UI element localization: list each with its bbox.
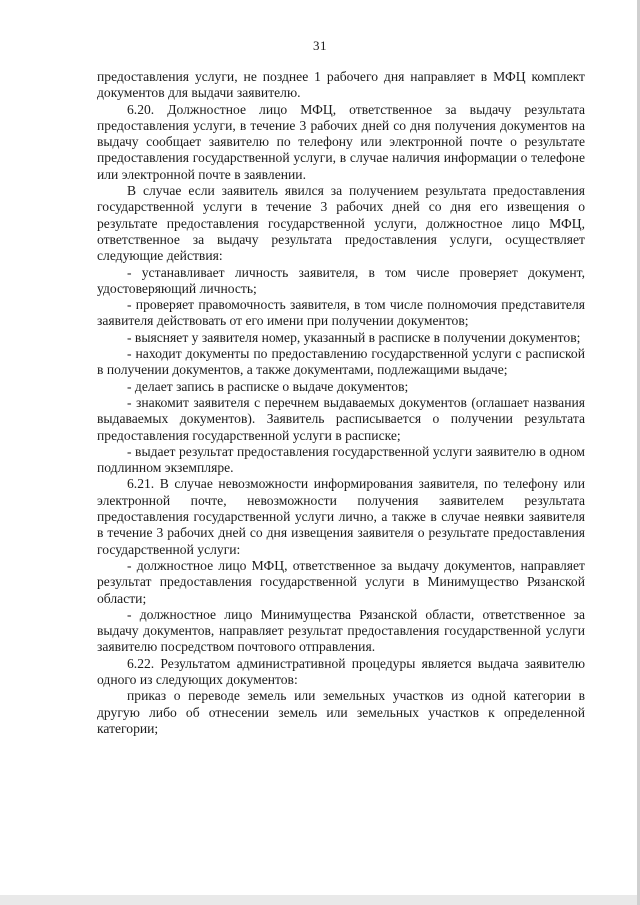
list-item: - проверяет правомочность заявителя, в том числе полномочия представителя заявителя действовать от его имени при получении документов; [97, 297, 585, 329]
list-item: - выясняет у заявителя номер, указанный в расписке в получении документов; [127, 329, 581, 345]
paragraph: В случае если заявитель явился за получением результата предоставления государственной услуги в течение 3 рабочих дней со дня его извещения о результате предоставления государственной услуги, должностное лицо МФЦ, ответственное за выдачу результата предоставления услуги, осуществляет следующие действия: [97, 183, 585, 264]
page-number: 31 [313, 38, 327, 53]
list-item: приказ о переводе земель или земельных участков из одной категории в другую либо об отнесении земель или земельных участков к определенной категории; [97, 688, 585, 736]
list-item: - делает запись в расписке о выдаче документов; [127, 378, 409, 394]
list-item: - находит документы по предоставлению государственной услуги с распиской в получении документов, а также документами, подлежащими выдаче; [97, 346, 585, 378]
list-item: - устанавливает личность заявителя, в том числе проверяет документ, удостоверяющий личность; [97, 264, 585, 296]
paragraph-6-21: 6.21. В случае невозможности информирования заявителя, по телефону или электронной почте, невозможности получения заявителем результата предоставления государственной услуги лично, а также в случае неявки заявителя в течение 3 рабочих дней со дня извещения заявителя о результате предоставления государственной услуги: [97, 476, 585, 557]
list-item: - должностное лицо МФЦ, ответственное за выдачу документов, направляет результат предоставления государственной услуги в Минимущество Рязанской области; [97, 557, 585, 606]
list-item: - знакомит заявителя с перечнем выдаваемых документов (оглашает названия выдаваемых документов). Заявитель расписывается о получении результата предоставления государственной услуги в расписке; [97, 394, 585, 443]
list-item: - выдает результат предоставления государственной услуги заявителю в одном подлинном экземпляре. [97, 443, 585, 476]
paragraph-6-20: 6.20. Должностное лицо МФЦ, ответственное за выдачу результата предоставления услуги, в течение 3 рабочих дней со дня получения документов на выдачу сообщает заявителю по телефону или электронной почте о результате предоставления государственной услуги, в случае наличия информации о телефоне или электронной почте в заявлении. [97, 101, 585, 182]
scan-edge-bottom [0, 895, 640, 905]
paragraph-6-22: 6.22. Результатом административной процедуры является выдача заявителю одного из следующих документов: [97, 655, 585, 687]
list-item: - должностное лицо Минимущества Рязанской области, ответственное за выдачу документов, направляет результат предоставления государственной услуги заявителю посредством почтового отправления. [97, 606, 585, 655]
document-body [97, 69, 585, 737]
paragraph: предоставления услуги, не позднее 1 рабочего дня направляет в МФЦ комплект документов для выдачи заявителю. [97, 69, 585, 101]
